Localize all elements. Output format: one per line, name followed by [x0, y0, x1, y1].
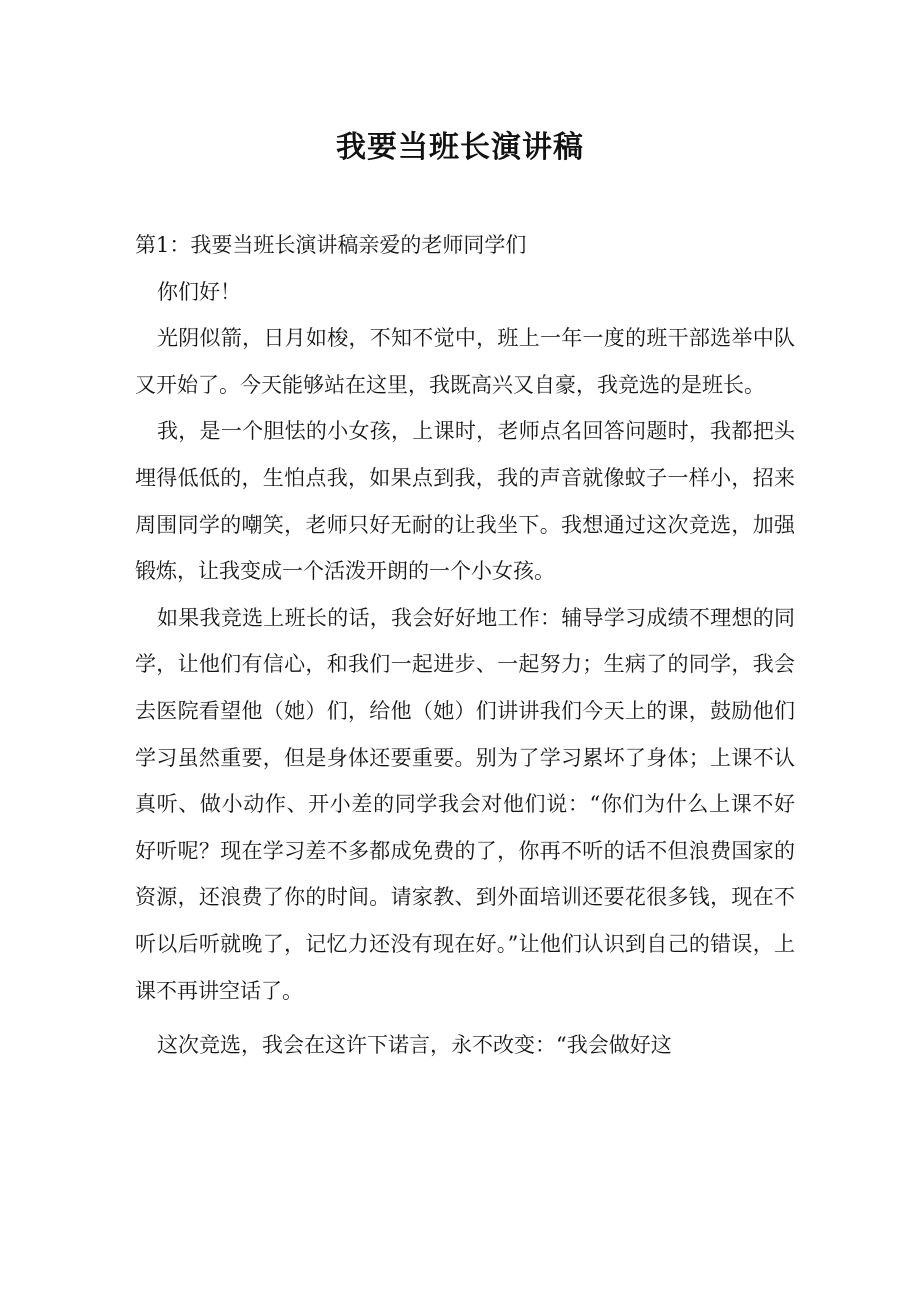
body-paragraph: 光阴似箭，日月如梭，不知不觉中，班上一年一度的班干部选举中队又开始了。今天能够站在这里，我既高兴又自豪，我竞选的是班长。	[135, 326, 795, 397]
document-title: 我要当班长演讲稿	[336, 130, 584, 165]
section-heading: 第1：我要当班长演讲稿亲爱的老师同学们	[135, 233, 527, 257]
greeting-paragraph: 你们好！	[157, 279, 241, 304]
body-paragraph: 我，是一个胆怯的小女孩，上课时，老师点名回答问题时，我都把头埋得低低的，生怕点我，如果点到我，我的声音就像蚊子一样小，招来周围同学的嘲笑，老师只好无耐的让我坐下。我想通过这次竞选，加强锻炼，让我变成一个活泼开朗的一个小女孩。	[135, 419, 795, 584]
body-paragraph: 这次竞选，我会在这许下诺言，永不改变：“我会做好这	[157, 1033, 672, 1058]
body-paragraph: 如果我竞选上班长的话，我会好好地工作：辅导学习成绩不理想的同学，让他们有信心，和我们一起进步、一起努力；生病了的同学，我会去医院看望他（她）们，给他（她）们讲讲我们今天上的课，鼓励他们学习虽然重要，但是身体还要重要。别为了学习累坏了身体；上课不认真听、做小动作、开小差的同学我会对他们说：“你们为什么上课不好好听呢？现在学习差不多都成免费的了，你再不听的话不但浪费国家的资源，还浪费了你的时间。请家教、到外面培训还要花很多钱，现在不听以后听就晚了，记忆力还没有现在好。”让他们认识到自己的错误，上课不再讲空话了。	[135, 605, 795, 1003]
document-body	[135, 222, 795, 1069]
